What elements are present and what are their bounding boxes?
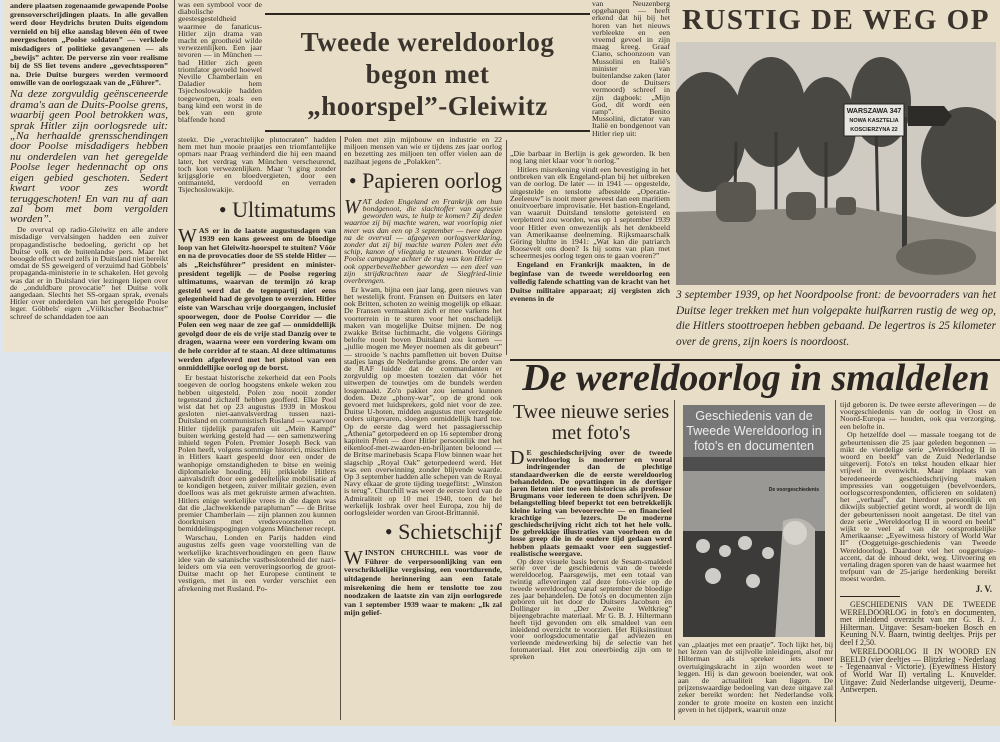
column-divider [674,400,675,720]
headline-line: Tweede wereldoorlog [300,27,555,57]
paragraph-text: INSTON CHURCHILL was voor de Führer de verpersoonlijking van een verschrikkelijke vergissing, een voortdurende, uitdagende herinnering aan een fatale misrekening die hem er tenslotte toe zou noodzaken de laatste zin van zijn oorlogsrede van 1 september 1939 waar te maken: „Ik zal mijn gelief- [344,548,502,618]
paragraph-text: E geschiedschrijving over de tweede wereldoorlog is moderner en vooral indringender dan de plechtige standaardwerken die de eerste wereldoorlog behandelden. De opvattingen in de dertiger jaren lieten niet toe een historicus als professor Brugmans voor iedereen te doen schrijven. De belangstelling bleef beperkt tot een betrekkelijk kleine kring van bevoorrechte — en financieel krachtige — lezers. De moderne geschiedschrijving richt zich tot het hele volk. De gebrekkige illustraties van voorheen en de losse greep die in de oudere tijd gedaan werd hebben plaats gemaakt voor een suggestief-realistische weergave. [510,448,672,558]
article-paragraph: steekt. Die „verachtelijke plutocraten” hadden hem met hun mooie praatjes een triomfantelijke opmars naar Praag verhinderd die hij een maand later, het verdrag van München verscheurend, toch kon verwezenlijken. Maar 't ging zonder krijgsglorie en bloedvergieten, door een ontmanteld, verdoofd en verraden Tsjechoslowakije. [178,135,336,195]
article-paragraph: Er bestaat historische zekerheid dat een Pools toegeven de oorlog hoogstens enkele weken zou hebben uitgesteld. Polen zou nooit zonder tegenstand zichzelf hebben geofferd. Elke Pool wist dat het op 23 augustus 1939 in Moskou gesloten niet-aanvalsverdrag tussen nazi-Duitsland en communistisch Rusland — waarvoor Hitler tijdelijk paragrafen uit „Mein Kampf” buiten werking gesteld had — een samenzwering inhield tegen Polen. Premier Joseph Beck van Polen heeft, volgens sommige historici, misschien in Hitlers kaart gespeeld door een onder de wanhopige omstandigheden te bitse en weinig diplomatieke houding. Hij prikkelde Hitlers aanvalsdrift door een gedeeltelijke mobilisatie af te kondigen hetgeen, zuiver militair gezien, even doelloos was als met gekruiste armen afwachten. Hitlers enige werkelijke vrees in die dagen was dat die „lachwekkende parapluman” — de Britse premier Chamberlain — zijn plannen zou kunnen doorkruisen met vredesvoorstellen en bemiddelingspogingen volgens Münchener recept. [178,373,336,534]
column-series [510,400,672,662]
author-signature: J. V. [975,584,992,595]
column-ultimatums [178,136,336,593]
subheading-ultimatums: • Ultimatums [218,196,336,222]
book-reference: GESCHIEDENIS VAN DE TWEEDE WERELDOORLOG in foto's en documenten, met inleidend overzicht van mr G. B. J. Hilterman. Uitgave: Sesam-boeken Bosch en Keuning N.V. Baarn, twintig deeltjes. Prijs per deel f 2,50. [840,600,996,648]
column-e [510,150,670,306]
column-reviews [840,401,996,695]
article-paragraph: tijd geboren is. De twee eerste afleveringen — de voorgeschiedenis van de oorlog in Oost en Noord-Europa — houden, ook qua verzorging, een belofte in. [840,400,996,431]
photo-supply-column [676,42,996,285]
article-paragraph: De overval op radio-Gleiwitz en alle andere misdadige vervalsingen hadden een zuiver propagandistische bedoeling, gericht op het Duitse volk en de buitenlandse pers. Maar het beoogde effect werd zelfs in Duitsland niet bereikt omdat de SS geweigerd of verzuimd had Göbbels' propaganda-ministerie in te schakelen. Het gevolg was dat er in Duitsland vier lezingen liepen over de „onduldbare provocatie” het Duitse volk aangedaan. Slechts het SS-orgaan sprak, evenals Hitler over onderdelen van het geregelde Poolse leger. Göbbels' eigen „Völkischer Beobachter” schreef de schanddaden toe aan [10,225,168,321]
book-reference: WERELDOORLOG II IN WOORD EN BEELD (vier deeltjes — Blitzkrieg - Nederlaag - Tegenaanval - Victorie). (Eyewitness History of World War II) vertaling L. Knuvelder. Uitgave: Zuid Nederlandse uitgeverij, Deurne-Antwerpen. [840,647,996,695]
article-paragraph: andere plaatsen zogenaamde gewapende Poolse grensoverschrijdingen plaats. In alle gevallen werd door Heydrichs bruten Duits eigendom vernield en bij elke aanslag bleven één of twee neergeschoten „Poolse soldaten” — verklede misdadigers of politieke gevangenen — als „bewijs” achter. De perverse zin voor realisme bij de SS liet tevens andere „gevechtssporen” na. Drie Duitse burgers werden vermoord omwille van de oorlogszaak van de „Führer”. [10,1,168,88]
article-paragraph: „Die barbaar in Berlijn is gek geworden. Ik ben nog lang niet klaar voor 'n oorlog.” [510,149,670,166]
column-divider [835,400,836,722]
article-paragraph: was een symbool voor de diabolische geestesgesteldheid waarmee de fanaticus-Hitler zijn drama van macht en grootheid wilde verwezenlijken. Een jaar tevoren — in München — had Hitler zich geen triomfator gevoeld hoewel Neville Chamberlain en Daladier hem Tsjechoslowakije hadden toegeworpen, zoals een bang kind een worst in de bek van een grote blaffende hond [178,0,262,125]
main-headline [265,14,590,130]
article-paragraph: van „plaatjes met een praatje”. Toch lijkt het, bij het lezen van de stijlvolle inleidingen, alsof mr Hilterman als spreker iets meer overtuigingskracht in zijn woorden weet te leggen. Hij is dan gewoon boeiender, wat ook aan de actualiteit kan liggen. De prijzenswaardige bedoeling van deze uitgave zal zeker bereikt worden: het Nederlandse volk zonder te grote moeite en kosten een inzicht geven in het tijdperk, waaruit onze [678,640,833,714]
headline-line: „hoorspel”-Gleiwitz [307,91,548,121]
article-paragraph: Warschau, Londen en Parijs hadden eind augustus zelfs geen vage voorstelling van de werkelijke krachtsverhoudingen en geen flauw idee van de satanische vastbeslotenheid der nazi-leiders om via een veroveringsoorlog de groot-Duitse macht op het Europese continent te vestigen, met in een verder verschiet een afrekening met Rusland. Po- [178,533,336,593]
left-clipping-column [10,2,168,321]
column-e-top [592,0,670,138]
hitler-quote: Na deze zorgvuldig geënsceneerde drama's aan de Duits-Poolse grens, waarbij geen Pool betrokken was, sprak Hitler zijn oorlogsrede uit: „Na herhaalde grensschendingen door Poolse misdadigers hebben nu onderdelen van het geregelde Poolse leger hedennacht op ons eigen gebied geschoten. Sedert kwart voor zes wordt teruggeschoten! En van nu af aan zal bom met bom vergolden worden”. [10,88,168,226]
subheading-papieren-oorlog: • Papieren oorlog [348,167,502,193]
article-paragraph [344,195,502,286]
article-paragraph: Er kwam, bijna een jaar lang, geen nieuws van het westelijk front. Fransen en Duitsers en later ook Britten, schoten zo weinig mogelijk op elkaar. De Fransen vermaakten zich er mee varkens het voorterrein in te sturen voor het onschadelijk maken van mogelijke Duitse mijnen. De nog zwakke Britse luchtmacht, die volgens Görings belofte nooit boven Duitsland zou komen — „jullie mogen me Meyer noemen als dit gebeurt” — strooide 's nachts pamfletten uit boven Duitse stadjes langs de Nederlandse grens. De order van de RAF luidde dat de commandanten er zorgvuldig op moesten toezien dat vóór het uitwerpen de touwtjes om de bundels werden losgemaakt. Zo'n pakket zou iemand kunnen doden. Deze „phony-war”, op de grond ook gevoerd met luidsprekers, gold niet voor de zee. Duitse U-boten, midden augustus met verzegelde orders uitgevaren, sloegen onmiddellijk hard toe. Op de eerste dag werd het passagiersschip „Athenia” getorpedeerd en op 16 september drong kapitein Prien — door Hitler persoonlijk met het eikenloof-met-zwaarden-en-briljanten beloond — de Britse marinebasis Scapa Flow binnen waar het slagschip „Royal Oak” getorpedeerd werd. Het was een overwinning zonder blijvende waarde. Op 3 september hadden alle schepen van de Royal Navy elkaar de grote tijding toegeflitst: „Winston is terug”. Churchill was weer de eerste lord van de Admiraliteit op 10 mei 1940, toen de hel werkelijk losbrak over heel Europa, zou hij de oorlogsleider worden van Groot-Brittannië. [344,284,502,518]
photo-caption: 3 september 1939, op het Noordpoolse front: de bevoorraders van het Duitse leger trekken met hun volgepakte huifkarren rustig de weg op, die Hitlers stoottroepen hebben gebaand. De legertros is 25 kilometer over de grens, zijn koers is noordoost. [676,289,996,348]
subheading-schietschijf: • Schietschijf [384,519,502,545]
photo-title: RUSTIG DE WEG OP [682,4,990,36]
headline-line: begon met [365,59,490,89]
short-rule [840,596,900,597]
headline-bottom-rule [265,130,590,132]
signpost [902,117,907,257]
article-paragraph [344,549,502,618]
smaldelen-headline: De wereldoorlog in smaldelen [522,357,990,399]
book-cover-image [683,405,825,637]
article-paragraph: Engeland en Frankrijk maakten, in de beginfase van de tweede wereldoorlog een volledig falende schatting van de kracht van het Duitse militaire apparaat; zij vergisten zich evenens in de [510,260,670,304]
sign-text: KOSCIERZYNA 22 [850,127,898,133]
column-below-cover [678,641,833,715]
article-paragraph [510,449,672,557]
paragraph-text: AT deden Engeland en Frankrijk om hun bondgenoot, die slachtoffer van agressie geworden was, te hulp te komen? Zij deden waartoe zij bij machte waren, wat voorlopig niet meer was dan een op 3 september — twee dagen na de overval — afgegeven oorlogsverklaring, zonder dat zij bij machte waren Polen met één schip, kanon of vliegtuig te steunen. Voordat de Poolse campagne achter de rug was kon Hitler — ook opperbevelhebber geworden — een deel van zijn strijdkrachten naar de Siegfried-linie overbrengen. [344,196,502,286]
column-papieren-oorlog [344,136,502,620]
series-heading: Twee nieuwe series met foto's [512,401,670,444]
book-cover-band [683,457,825,471]
direction-arrow-sign [908,106,952,126]
soldier-bicycle [896,239,976,275]
sign-text: NOWA KASZTELIA [849,118,899,124]
crowd-photo [683,471,825,637]
sign-text: WARSZAWA 347 [846,108,902,115]
drop-cap: D [510,447,525,469]
drop-cap: W [178,224,197,247]
article-paragraph: Op deze visuele basis berust de Sesam-smaldeel serie over de geschiedenis van de tweede wereldoorlog. Paarsgewijs, met een totaal van twintig afleveringen zal deze foto-visie op de tweede wereldoorlog vanaf september de bloedige zes jaar behandelen. De foto's en documenten zijn geboren uit het door de Duitsers Jacobsen en Dollinger in „Der Zweite Weltkrieg” bijeengebrachte materiaal. Mr G. B. J. Hiltermann heeft tijd gevonden om elk smaldeel van een inleidend overzicht te voorzien. Het Rijksinstituut voor oorlogsdocumentatie gaf adviezen en verleende medewerking bij de selectie van het fotomateriaal. Het zou oneerbiedig zijn om te spreken [510,556,672,661]
book-cover-title: Geschiedenis van de Tweede Wereldoorlog in foto's en documenten [683,405,825,457]
narrow-column [178,1,262,125]
article-paragraph: Hitlers misrekening vindt een bevestiging in het ontbreken van elk Engeland-plan bij het uitbreken van de oorlog. De later — in 1941 — opgestelde, uitgestelde en tenslotte afbestelde „Operatie-Zeeleeuw” is nooit meer geweest dan een maritiem onuitvoerbare improvisatie. Het bastion-Engeland, van waaruit Duitsland tenslotte geteisterd en verpletterd zou worden, was op 1 september 1939 voor Hitler even onwezenlijk als het denkbeeld van Amerikaanse deelneming. Rijksmaarschalk Göring bluftte in 1941: „Wat kan die patriarch Roosevelt ons doen? Is hij soms van plan met scheermesjes oorlog tegen ons te gaan voeren?” [510,164,670,261]
article-paragraph: Op hetzelfde doel — massale toegang tot de gebeurtenissen die 25 jaar geleden begonnen — mikt de vierdelige serie „Wereldoorlog II in woord en beeld” van de Zuid Nederlandse uitgeverij. Foto's en tekst houden elkaar hier vrijwel in evenwicht. Maar inplaats van beredeneerde geschiedschrijving maken impressies van ooggetuigen (bevelvoerders, oorlogscorrespondenten, officieren en soldaten) het „verhaal”, dat hierdoor persoonlijk en dikwijls subjectief getint wordt, al wordt de lijn der gebeurtenissen nooit aangetast. De titel van deze serie „Wereldoorlog II in woord en beeld” wijkt te veel af van de oorspronkelijke Amerikaanse: „Eyewitness history of World War II” (Ooggetuige-geschiedenis van Tweede Wereldoorlog). Daardoor viel het ooggetuige-accent, dat de inhoud dekt, weg. Uitvoering en vertaling dragen sporen van de haast waarmee het trefpunt van de 25-jarige herdenking bereikt moest worden. [840,430,996,584]
article-paragraph [178,224,336,373]
article-paragraph: van Neuzenberg opgehangen — heeft erkend dat hij bij het horen van het nieuws verbleekte en een vreemd gevoel in zijn maag kreeg. Graaf Ciano, schoonzoon van Mussolini en Italië's minister van buitenlandse zaken (later door de Duitsers vermoord) schreef in zijn dagboek: „Mijn God, dit wordt een ramp”. Benito Mussolini, dictator van Italië en bondgenoot van Hitler riep uit: [592,0,670,138]
column-divider [174,0,175,720]
drop-cap: W [344,547,363,570]
column-divider [340,136,341,720]
book-cover-subtitle: De voorgeschiedenis [768,487,819,493]
drop-cap: W [344,195,361,218]
column-divider [506,140,507,355]
article-paragraph: Polen met zijn mijnbouw en industrie en 22 miljoen mensen van wie er tijdens zes jaar oorlog en bezetting zes miljoen ten offer vielen aan de nazihaat jegens de „Polakken”. [344,135,502,166]
paragraph-text: AS er in de laatste augustusdagen van 1939 een kans geweest om de bloedige loop van het Gleiwitz-hoorspel te stuiten? Vóór en na de provocaties door de SS stelde Hitler — als „Reichsführer” president en minister-president tegelijk — de Poolse regering ultimatums, waarvan de termijn zó krap gesteld werd dat de tegenpartij niet eens gelegenheid had de gevolgen te overzien. Hitler eiste van Warschau vrije doorgangen, inclusief spoorwegen, door de Poolse Corridor — die Polen een weg naar de zee gaf — onmiddellijk gevolgd door de eis de vrije stad Danzig over te dragen, waarna weer een vordering kwam om de hele corridor af te staan. Al deze ultimatums werden afgeleverd met het pistool van een onmiddellijke oorlog op de borst. [178,225,336,373]
